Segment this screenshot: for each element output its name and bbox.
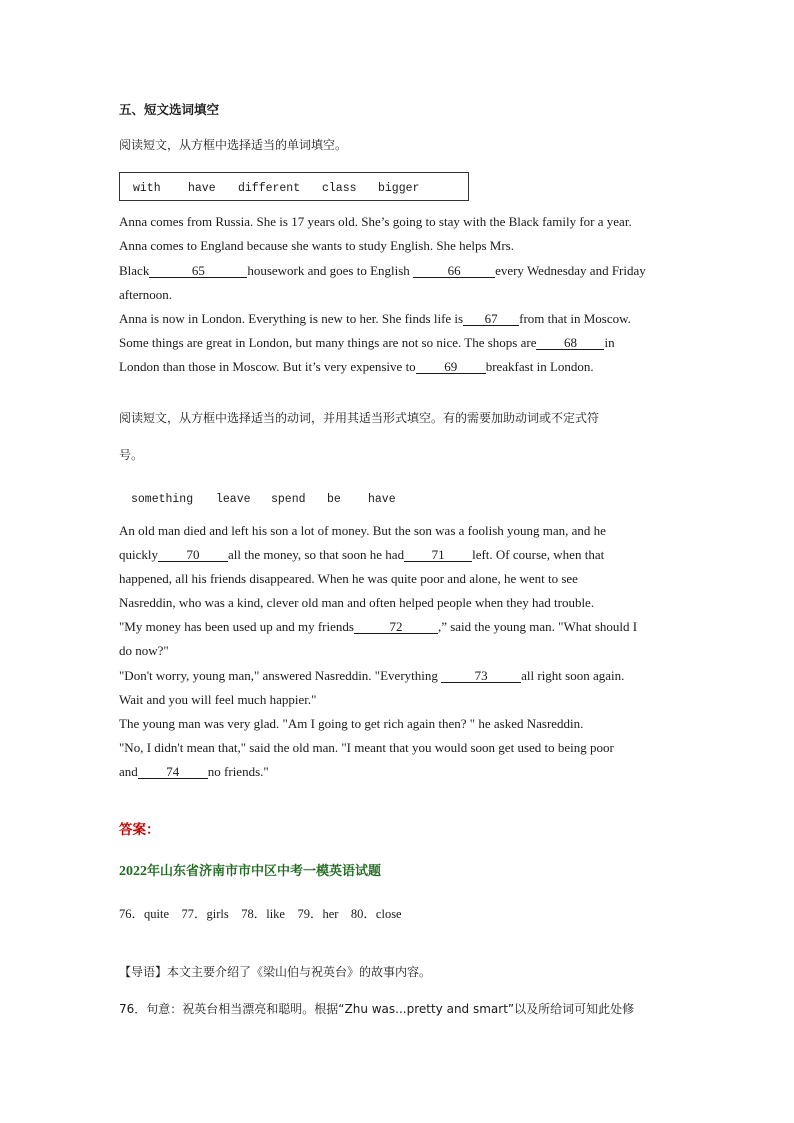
verb-list-item: have (368, 493, 396, 506)
p1-line7 (119, 359, 594, 375)
part2-instruction-line2: 号。 (119, 448, 144, 462)
blank-70[interactable]: 70 (158, 548, 228, 562)
p1-line3 (119, 263, 646, 279)
blank-68[interactable]: 68 (536, 336, 604, 350)
blank-74[interactable]: 74 (138, 765, 208, 779)
text: "My money has been used up and my friends (119, 619, 354, 634)
text: in (604, 335, 615, 350)
text: "Don't worry, young man," answered Nasreddin. "Everything (119, 668, 438, 683)
p2-line3: happened, all his friends disappeared. When he was quite poor and alone, he went to see (119, 571, 578, 586)
p2-line1: An old man died and left his son a lot of money. But the son was a foolish young man, and he (119, 523, 606, 538)
word-box-item: class (322, 182, 357, 195)
text: all the money, so that soon he had (228, 547, 405, 562)
text: Black (119, 263, 150, 278)
p2-line6: do now?" (119, 643, 169, 658)
blank-71[interactable]: 71 (404, 548, 472, 562)
blank-65[interactable]: 65 (149, 264, 247, 278)
exam-title-year: 2022 (119, 864, 147, 879)
p1-line4: afternoon. (119, 287, 173, 302)
p1-line2: Anna comes to England because she wants to study English. She helps Mrs. (119, 238, 514, 253)
blank-69[interactable]: 69 (416, 360, 486, 374)
text: ,” said the young man. "What should I (437, 619, 638, 634)
part1-instruction: 阅读短文，从方框中选择适当的单词填空。 (119, 138, 348, 152)
verb-list-item: something (131, 493, 194, 506)
text: and (119, 764, 138, 779)
answers-line: 76．quite 77．girls 78．like 79．her 80．close (119, 907, 402, 921)
p2-line9: The young man was very glad. "Am I going to get rich again then? " he asked Nasreddin. (119, 716, 584, 731)
word-box (119, 172, 469, 201)
text: Some things are great in London, but many things are not so nice. The shops are (119, 335, 537, 350)
exam-title (119, 860, 381, 880)
guide-text: 【导语】本文主要介绍了《梁山伯与祝英台》的故事内容。 (119, 965, 432, 979)
explanation-76: 76．句意：祝英台相当漂亮和聪明。根据“Zhu was...pretty and smart”以及所给词可知此处修 (119, 1002, 635, 1016)
word-box-item: bigger (378, 182, 420, 195)
p2-line11 (119, 764, 269, 780)
verb-list (119, 484, 419, 512)
text: breakfast in London. (485, 359, 594, 374)
p1-line1: Anna comes from Russia. She is 17 years old. She’s going to stay with the Black family for a year. (119, 214, 632, 229)
word-box-item: different (238, 182, 301, 195)
text: quickly (119, 547, 158, 562)
blank-67[interactable]: 67 (463, 312, 519, 326)
section-title: 五、短文选词填空 (119, 102, 220, 117)
p2-line7 (119, 668, 624, 684)
blank-66[interactable]: 66 (413, 264, 495, 278)
blank-72[interactable]: 72 (354, 620, 438, 634)
p2-line8: Wait and you will feel much happier." (119, 692, 317, 707)
p1-line5 (119, 311, 631, 327)
text: all right soon again. (521, 668, 625, 683)
answer-label: 答案： (119, 822, 160, 838)
text: no friends." (207, 764, 269, 779)
text: every Wednesday and Friday (495, 263, 646, 278)
p2-line4: Nasreddin, who was a kind, clever old man and often helped people when they had trouble. (119, 595, 595, 610)
blank-73[interactable]: 73 (441, 669, 521, 683)
text: housework and goes to English (247, 263, 410, 278)
word-box-item: have (188, 182, 216, 195)
p2-line10: "No, I didn't mean that," said the old man. "I meant that you would soon get used to being poor (119, 740, 614, 755)
text: London than those in Moscow. But it’s very expensive to (119, 359, 416, 374)
p2-line5 (119, 619, 637, 635)
text: from that in Moscow. (519, 311, 631, 326)
verb-list-item: leave (216, 493, 251, 506)
p2-line2 (119, 547, 604, 563)
verb-list-item: spend (271, 493, 306, 506)
p1-line6 (119, 335, 615, 351)
word-box-item: with (133, 182, 161, 195)
verb-list-item: be (327, 493, 341, 506)
text: left. Of course, when that (472, 547, 605, 562)
part2-instruction-line1: 阅读短文，从方框中选择适当的动词，并用其适当形式填空。有的需要加助动词或不定式符 (119, 411, 600, 425)
text: Anna is now in London. Everything is new to her. She finds life is (119, 311, 464, 326)
exam-title-text: 年山东省济南市市中区中考一模英语试题 (147, 864, 382, 879)
